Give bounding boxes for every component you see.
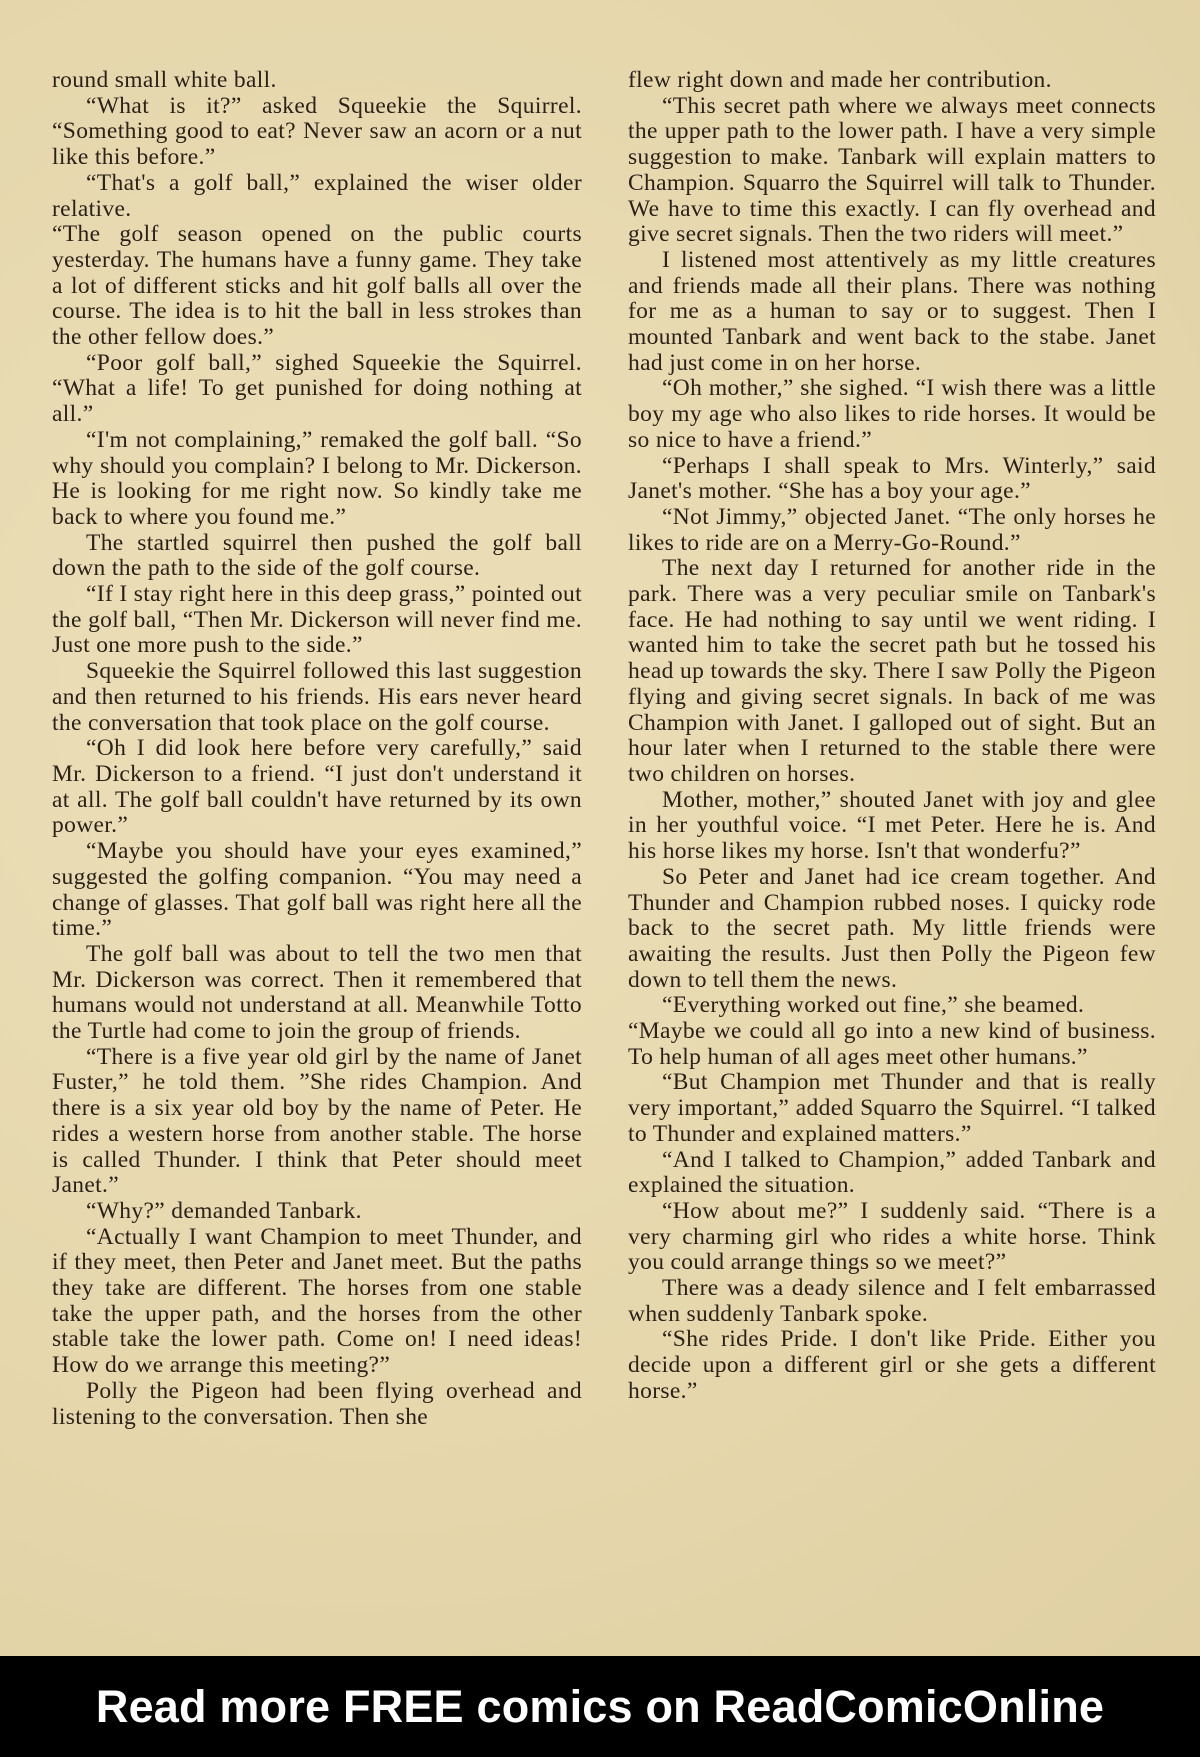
paragraph: round small white ball. [52,67,277,93]
promo-footer-banner[interactable] [0,1656,1200,1757]
paragraph: “And I talked to Champion,” added Tanbark and explained the situation. [628,1146,1156,1199]
paragraph: “Not Jimmy,” objected Janet. “The only horses he likes to ride are on a Merry-Go-Round.” [628,503,1156,556]
paragraph: “There is a five year old girl by the name of Janet Fuster,” he told them. ”She rides Champion. And there is a six year old boy by the name of Peter. He rides a western horse from another stable. The horse is called Thunder. I think that Peter should meet Janet.” [52,1043,582,1199]
paragraph: The startled squirrel then pushed the golf ball down the path to the side of the golf course. [52,529,582,582]
left-text-column [52,68,582,1430]
paragraph: “She rides Pride. I don't like Pride. Either you decide upon a different girl or she gets a different horse.” [628,1326,1156,1404]
paragraph: “I'm not complaining,” remaked the golf ball. “So why should you complain? I belong to Mr. Dickerson. He is looking for me right now. So kindly take me back to where you found me.” [52,426,582,530]
paragraph: “What is it?” asked Squeekie the Squirrel. “Something good to eat? Never saw an acorn or a nut like this before.” [52,92,582,171]
paragraph: “The golf season opened on the public courts yesterday. The humans have a funny game. They take a lot of different sticks and hit golf balls all over the course. The idea is to hit the ball in less strokes than the other fellow does.” [52,221,582,351]
right-text-column [628,68,1156,1405]
paragraph: “How about me?” I suddenly said. “There is a very charming girl who rides a white horse. Think you could arrange things so we meet?” [628,1197,1156,1276]
paragraph: “Poor golf ball,” sighed Squeekie the Squirrel. “What a life! To get punished for doing nothing at all.” [52,349,582,428]
paragraph: “Oh I did look here before very carefully,” said Mr. Dickerson to a friend. “I just don't understand it at all. The golf ball couldn't have returned by its own power.” [52,735,582,839]
paragraph: “Maybe we could all go into a new kind of business. To help human of all ages meet other humans.” [628,1018,1156,1070]
paragraph: Squeekie the Squirrel followed this last suggestion and then returned to his friends. His ears never heard the conversation that took place on the golf course. [52,658,582,736]
paragraph: “Oh mother,” she sighed. “I wish there was a little boy my age who also likes to ride horses. It would be so nice to have a friend.” [628,375,1156,453]
paragraph: There was a deady silence and I felt embarrassed when suddenly Tanbark spoke. [628,1275,1156,1327]
paragraph: The golf ball was about to tell the two men that Mr. Dickerson was correct. Then it remembered that humans would not understand at all. Meanwhile Totto the Turtle had come to join the group of friends. [52,940,582,1045]
paragraph: “Perhaps I shall speak to Mrs. Winterly,” said Janet's mother. “She has a boy your age.” [628,452,1156,505]
paragraph: “If I stay right here in this deep grass,” pointed out the golf ball, “Then Mr. Dickerson will never find me. Just one more push to the side.” [52,581,582,659]
paragraph: Mother, mother,” shouted Janet with joy and glee in her youthful voice. “I met Peter. Here he is. And his horse likes my horse. Isn't that wonderfu?” [628,786,1156,865]
paragraph: “Why?” demanded Tanbark. [86,1197,362,1224]
paragraph: The next day I returned for another ride in the park. There was a very peculiar smile on Tanbark's face. He had nothing to say until we went riding. I wanted him to take the secret path but he tossed his head up towards the sky. There I saw Polly the Pigeon flying and giving secret signals. In back of me was Champion with Janet. I galloped out of sight. But an hour later when I returned to the stable there were two children on horses. [628,555,1156,787]
paragraph: “That's a golf ball,” explained the wiser older relative. [52,169,582,222]
promo-footer-text[interactable]: Read more FREE comics on ReadComicOnline [95,1680,1105,1732]
paragraph: I listened most attentively as my little creatures and friends made all their plans. There was nothing for me as a human to say or to suggest. Then I mounted Tanbark and went back to the stabe. Janet had just come in on her horse. [628,246,1156,376]
paragraph: flew right down and made her contribution. [628,67,1052,93]
paragraph: “But Champion met Thunder and that is really very important,” added Squarro the Squirrel. “I talked to Thunder and explained matters.” [628,1069,1156,1147]
paragraph: “This secret path where we always meet connects the upper path to the lower path. I have a very simple suggestion to make. Tanbark will explain matters to Champion. Squarro the Squirrel will talk to Thunder. We have to time this exactly. I can fly overhead and give secret signals. Then the two riders will meet.” [628,92,1156,248]
paragraph: “Maybe you should have your eyes examined,” suggested the golfing companion. “You may need a change of glasses. That golf ball was right here all the time.” [52,838,582,942]
paragraph: “Everything worked out fine,” she beamed. [662,992,1085,1019]
paragraph: Polly the Pigeon had been flying overhead and listening to the conversation. Then she [52,1377,582,1430]
paragraph: So Peter and Janet had ice cream together. And Thunder and Champion rubbed noses. I quicky rode back to the secret path. My little friends were awaiting the results. Just then Polly the Pigeon few down to tell them the news. [628,863,1156,993]
paragraph: “Actually I want Champion to meet Thunder, and if they meet, then Peter and Janet meet. But the paths they take are different. The horses from one stable take the upper path, and the horses from the other stable take the lower path. Come on! I need ideas! How do we arrange this meeting?” [52,1223,582,1379]
